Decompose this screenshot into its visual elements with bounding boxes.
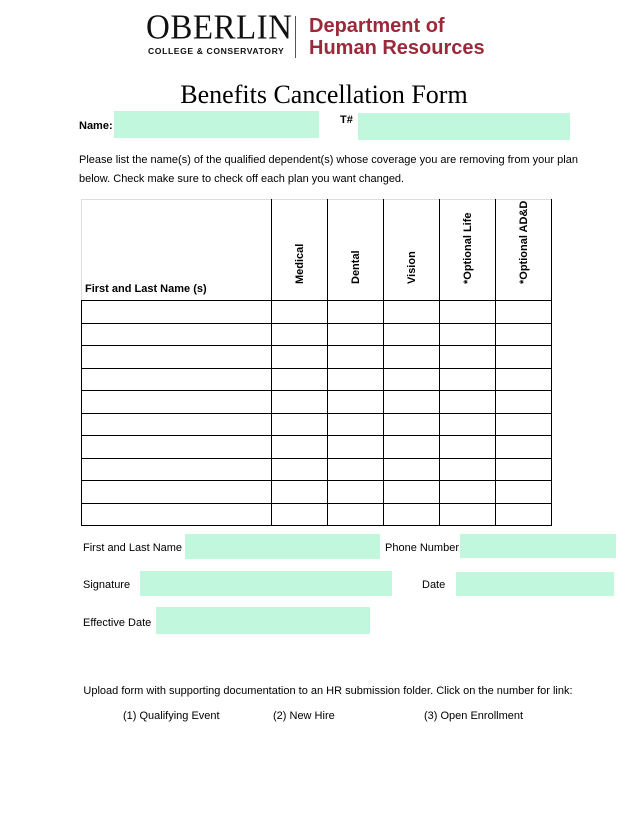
optional-life-check-cell[interactable] — [440, 391, 496, 414]
optional-life-check-cell[interactable] — [440, 481, 496, 504]
dependent-name-cell[interactable] — [82, 481, 272, 504]
department-line-1: Department of — [309, 15, 445, 37]
department-line-2: Human Resources — [309, 37, 485, 59]
optional-add-header-label: *Optional AD&D — [517, 200, 530, 284]
table-header-row — [82, 200, 552, 301]
optional-add-check-cell[interactable] — [496, 301, 552, 324]
dental-check-cell[interactable] — [328, 458, 384, 481]
dental-check-cell[interactable] — [328, 368, 384, 391]
dependent-name-cell[interactable] — [82, 436, 272, 459]
phone-number-label: Phone Number — [385, 542, 459, 554]
vision-check-cell[interactable] — [384, 413, 440, 436]
dependent-name-cell[interactable] — [82, 323, 272, 346]
optional-add-check-cell[interactable] — [496, 503, 552, 526]
vision-check-cell[interactable] — [384, 368, 440, 391]
dental-check-cell[interactable] — [328, 481, 384, 504]
optional-life-check-cell[interactable] — [440, 503, 496, 526]
t-number-label: T# — [340, 114, 353, 126]
medical-check-cell[interactable] — [272, 503, 328, 526]
medical-check-cell[interactable] — [272, 391, 328, 414]
dental-check-cell[interactable] — [328, 346, 384, 369]
optional-life-check-cell[interactable] — [440, 346, 496, 369]
vision-check-cell[interactable] — [384, 481, 440, 504]
dental-check-cell[interactable] — [328, 301, 384, 324]
page-title: Benefits Cancellation Form — [180, 80, 468, 109]
medical-check-cell[interactable] — [272, 346, 328, 369]
table-row — [82, 368, 552, 391]
dependent-name-cell[interactable] — [82, 503, 272, 526]
vision-header-label: Vision — [405, 251, 418, 284]
optional-life-column-header — [440, 200, 496, 301]
table-row — [82, 323, 552, 346]
medical-check-cell[interactable] — [272, 436, 328, 459]
name-label: Name: — [79, 120, 113, 132]
effective-date-label: Effective Date — [83, 617, 152, 629]
table-row — [82, 481, 552, 504]
table-row — [82, 503, 552, 526]
logo-college-subtitle: COLLEGE & CONSERVATORY — [148, 46, 285, 56]
qualifying-event-link[interactable]: (1) Qualifying Event — [123, 710, 220, 722]
optional-add-check-cell[interactable] — [496, 458, 552, 481]
optional-add-column-header — [496, 200, 552, 301]
medical-header-label: Medical — [293, 243, 306, 284]
optional-add-check-cell[interactable] — [496, 413, 552, 436]
optional-life-check-cell[interactable] — [440, 368, 496, 391]
dental-check-cell[interactable] — [328, 391, 384, 414]
optional-life-header-label: *Optional Life — [461, 212, 474, 284]
dental-header-label: Dental — [349, 250, 362, 284]
vision-check-cell[interactable] — [384, 301, 440, 324]
date-field[interactable] — [456, 572, 614, 596]
signature-field[interactable] — [140, 571, 392, 596]
department-name — [309, 15, 485, 59]
optional-life-check-cell[interactable] — [440, 301, 496, 324]
medical-check-cell[interactable] — [272, 458, 328, 481]
vision-check-cell[interactable] — [384, 436, 440, 459]
vision-check-cell[interactable] — [384, 346, 440, 369]
upload-instructions: Upload form with supporting documentation to an HR submission folder. Click on the number for link: — [83, 685, 573, 697]
medical-check-cell[interactable] — [272, 301, 328, 324]
instructions-text: Please list the name(s) of the qualified dependent(s) whose coverage you are removing from your plan below. Check make sure to check off each plan you want changed. — [79, 154, 578, 185]
first-last-name-label: First and Last Name — [83, 542, 183, 554]
vision-check-cell[interactable] — [384, 503, 440, 526]
optional-add-check-cell[interactable] — [496, 391, 552, 414]
dependent-name-cell[interactable] — [82, 346, 272, 369]
vision-column-header — [384, 200, 440, 301]
table-row — [82, 301, 552, 324]
signature-label: Signature — [83, 579, 131, 591]
medical-check-cell[interactable] — [272, 323, 328, 346]
dental-check-cell[interactable] — [328, 436, 384, 459]
open-enrollment-link[interactable]: (3) Open Enrollment — [424, 710, 524, 722]
dental-check-cell[interactable] — [328, 413, 384, 436]
vision-check-cell[interactable] — [384, 458, 440, 481]
dependent-name-cell[interactable] — [82, 301, 272, 324]
medical-check-cell[interactable] — [272, 413, 328, 436]
logo-divider — [295, 16, 296, 58]
table-row — [82, 391, 552, 414]
optional-add-check-cell[interactable] — [496, 346, 552, 369]
dependents-table — [81, 199, 552, 526]
effective-date-field[interactable] — [156, 607, 370, 634]
medical-column-header — [272, 200, 328, 301]
optional-life-check-cell[interactable] — [440, 436, 496, 459]
dependent-name-cell[interactable] — [82, 391, 272, 414]
table-row — [82, 346, 552, 369]
dental-check-cell[interactable] — [328, 503, 384, 526]
table-row — [82, 413, 552, 436]
name-field[interactable] — [114, 111, 319, 138]
dental-check-cell[interactable] — [328, 323, 384, 346]
optional-add-check-cell[interactable] — [496, 368, 552, 391]
date-label: Date — [422, 579, 446, 591]
dental-column-header — [328, 200, 384, 301]
table-row — [82, 436, 552, 459]
name-column-header: First and Last Name (s) — [82, 200, 272, 301]
vision-check-cell[interactable] — [384, 391, 440, 414]
optional-life-check-cell[interactable] — [440, 458, 496, 481]
optional-add-check-cell[interactable] — [496, 323, 552, 346]
new-hire-link[interactable]: (2) New Hire — [273, 710, 335, 722]
optional-add-check-cell[interactable] — [496, 481, 552, 504]
medical-check-cell[interactable] — [272, 368, 328, 391]
optional-add-check-cell[interactable] — [496, 436, 552, 459]
medical-check-cell[interactable] — [272, 481, 328, 504]
logo-oberlin: OBERLIN — [146, 9, 293, 47]
t-number-field[interactable] — [358, 113, 570, 140]
table-row — [82, 458, 552, 481]
first-last-name-field[interactable] — [185, 534, 380, 559]
dependent-name-cell[interactable] — [82, 368, 272, 391]
vision-check-cell[interactable] — [384, 323, 440, 346]
dependent-name-cell[interactable] — [82, 413, 272, 436]
phone-number-field[interactable] — [460, 534, 616, 558]
optional-life-check-cell[interactable] — [440, 323, 496, 346]
optional-life-check-cell[interactable] — [440, 413, 496, 436]
dependent-name-cell[interactable] — [82, 458, 272, 481]
